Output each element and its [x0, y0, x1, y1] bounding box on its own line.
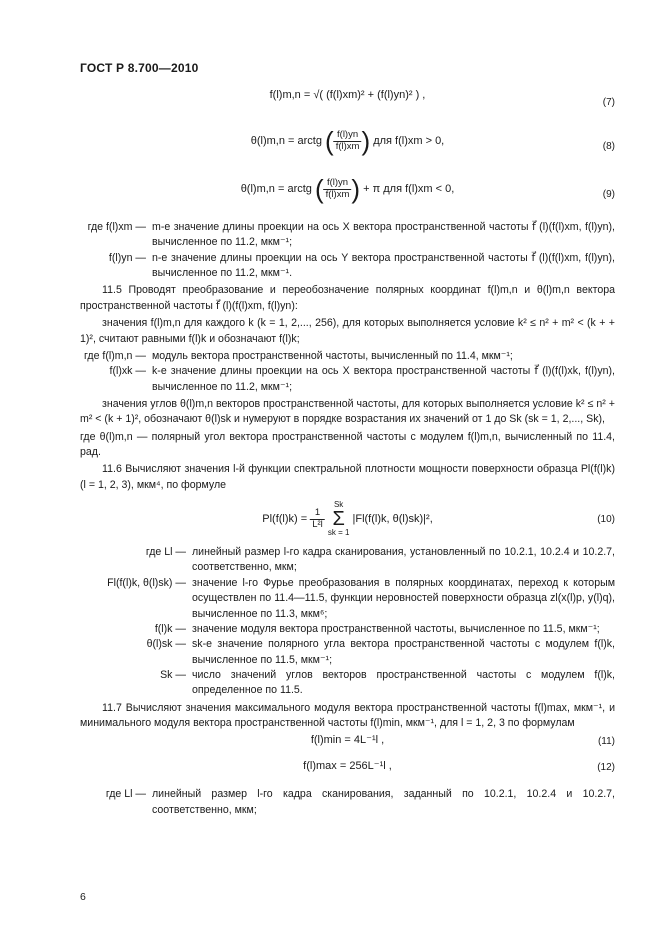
equation-7-formula: f(l)m,n = √( (f(l)xm)² + (f(l)yn)² ) , [269, 89, 426, 101]
definition-term: Fl(f(l)k, θ(l)sk) — [107, 576, 186, 589]
paragraph-11-5-angles: значения углов θ(l)m,n векторов пространственной частоты, для которых выполняется условие k² ≤ n² + m² < (k + 1)², обозначают θ(l)sk и нумеруют в порядке возрастания их значений от 1 до Sk (sk = 1, 2,..., Sk), [80, 397, 615, 426]
equation-10-lhs: Pl(f(l)k) = [262, 513, 308, 526]
equation-10-formula [262, 501, 433, 537]
definition-term: где f(l)xm — [87, 221, 146, 233]
equation-9-number: (9) [602, 189, 615, 200]
equation-10-coefficient [310, 508, 325, 531]
definition-list-3 [80, 545, 615, 699]
coefficient-denominator: L²l [312, 518, 323, 530]
equation-12-number: (12) [597, 762, 615, 774]
equation-11 [80, 733, 615, 759]
equation-12 [80, 759, 615, 785]
definition-list-2 [80, 349, 615, 395]
right-paren: ) [361, 126, 371, 156]
definition-text: m-е значение длины проекции на ось X вектора пространственной частоты f⃗ (l)(f(l)xm, f(l)yn), вычисленное по 11.2, мкм⁻¹; [152, 221, 615, 249]
paragraph-11-5-polar: где θ(l)m,n — полярный угол вектора пространственной частоты с модулем f(l)m,n, вычисленный по 11.4, рад. [80, 430, 615, 459]
definition-term: f(l)k — [154, 622, 186, 635]
definition-list-1 [80, 220, 615, 281]
definition-text: n-е значение длины проекции на ось Y вектора пространственной частоты f⃗ (l)(f(l)xm, f(l)yn), вычисленное по 11.2, мкм⁻¹. [152, 251, 615, 280]
definition-text: sk-е значение полярного угла вектора пространственной частоты с модулем f(l)k, вычисленное по 11.5, мкм⁻¹; [192, 638, 615, 666]
paragraph-11-5-values: значения f(l)m,n для каждого k (k = 1, 2,..., 256), для которых выполняется условие k² ≤ n² + m² < (k + + 1)², считают равными f(l)k и обозначают f(l)k; [80, 317, 615, 345]
definition-term: θ(l)sk — [146, 638, 186, 651]
definition-term: f(l)yn — [108, 251, 146, 264]
sum-upper-limit: Sk [333, 500, 344, 510]
definition-text: линейный размер l-го кадра сканирования, заданный по 10.2.1, 10.2.4 и 10.2.7, соответственно, мкм; [152, 788, 615, 816]
sum-lower-limit: sk = 1 [327, 528, 350, 538]
equation-9-condition: + π для f(l)xm < 0, [363, 182, 455, 195]
definition-list-4 [80, 787, 615, 818]
equation-10 [80, 495, 615, 543]
equation-12-formula: f(l)max = 256L⁻¹l , [303, 760, 392, 773]
summation-sign [328, 501, 350, 537]
equation-8-formula [251, 128, 445, 154]
document-header: ГОСТ Р 8.700—2010 [80, 61, 199, 75]
equation-7 [80, 88, 615, 122]
definition-text: значение l-го Фурье преобразования в полярных координатах, переход к которым осуществлен по 11.4—11.5, функции неровностей поверхности образца zl(x(l)p, y(l)q), вычисленное по 11.3, мкм⁶; [192, 576, 615, 620]
paragraph-11-7: 11.7 Вычисляют значения максимального модуля вектора пространственной частоты f(l)max, мкм⁻¹, и минимального модуля вектора пространственной частоты f(l)min, мкм⁻¹, для l = 1, 2, 3 по формулам [80, 701, 615, 730]
paragraph-11-6: 11.6 Вычисляют значения l-й функции спектральной плотности мощности поверхности образца Pl(f(l)k) (l = 1, 2, 3), мкм⁴, по формуле [80, 463, 615, 491]
definition-text: линейный размер l-го кадра сканирования, установленный по 10.2.1, 10.2.4 и 10.2.7, соответственно, мкм; [192, 546, 615, 574]
equation-9-numerator: f(l)yn [324, 178, 352, 190]
equation-9 [80, 170, 615, 218]
equation-10-number: (10) [597, 514, 615, 526]
definition-text: число значений углов векторов пространственной частоты с модулем f(l)k, определенное по 11.5. [192, 668, 615, 697]
equation-8-lhs: θ(l)m,n = arctg [250, 134, 322, 147]
definition-term: f(l)xk — [109, 365, 146, 378]
definition-term: где Ll — [145, 546, 186, 559]
equation-8-condition: для f(l)xm > 0, [373, 134, 445, 147]
equation-10-body: |Fl(f(l)k, θ(l)sk)|², [352, 513, 433, 526]
definition-term: Sk — [160, 668, 186, 681]
coefficient-numerator: 1 [310, 508, 325, 520]
paragraph-11-5: 11.5 Проводят преобразование и переобозначение полярных координат f(l)m,n и θ(l)m,n вектора пространственной частоты f⃗ (l)(f(l)xm, f(l)yn): [80, 284, 615, 312]
definition-text: модуль вектора пространственной частоты, вычисленный по 11.4, мкм⁻¹; [152, 349, 513, 362]
equation-9-lhs: θ(l)m,n = arctg [240, 182, 312, 195]
equation-7-number: (7) [602, 97, 615, 108]
equation-8-fraction [334, 130, 362, 153]
definition-term: где Ll — [105, 788, 146, 801]
left-paren: ( [325, 126, 334, 156]
right-paren: ) [351, 174, 361, 204]
definition-term: где f(l)m,n — [84, 349, 146, 362]
equation-11-number: (11) [597, 736, 615, 748]
definition-text: значение модуля вектора пространственной частоты, вычисленное по 11.5, мкм⁻¹; [192, 622, 600, 635]
equation-8-number: (8) [602, 141, 615, 152]
equation-11-formula: f(l)min = 4L⁻¹l , [310, 734, 385, 747]
equation-8 [80, 122, 615, 170]
page-content [80, 88, 615, 820]
left-paren: ( [314, 174, 324, 204]
page-number: 6 [80, 891, 86, 903]
equation-8-denominator: f(l)xm [335, 140, 360, 152]
equation-9-formula [241, 176, 455, 202]
definition-text: k-е значение длины проекции на ось X вектора пространственной частоты f⃗ (l)(f(l)xk, f(l)yn), вычисленное по 11.2, мкм⁻¹; [152, 365, 615, 393]
sigma-icon: Σ [332, 508, 345, 531]
equation-8-numerator: f(l)yn [334, 130, 362, 142]
equation-9-denominator: f(l)xm [325, 188, 350, 200]
equation-9-fraction [324, 178, 352, 201]
